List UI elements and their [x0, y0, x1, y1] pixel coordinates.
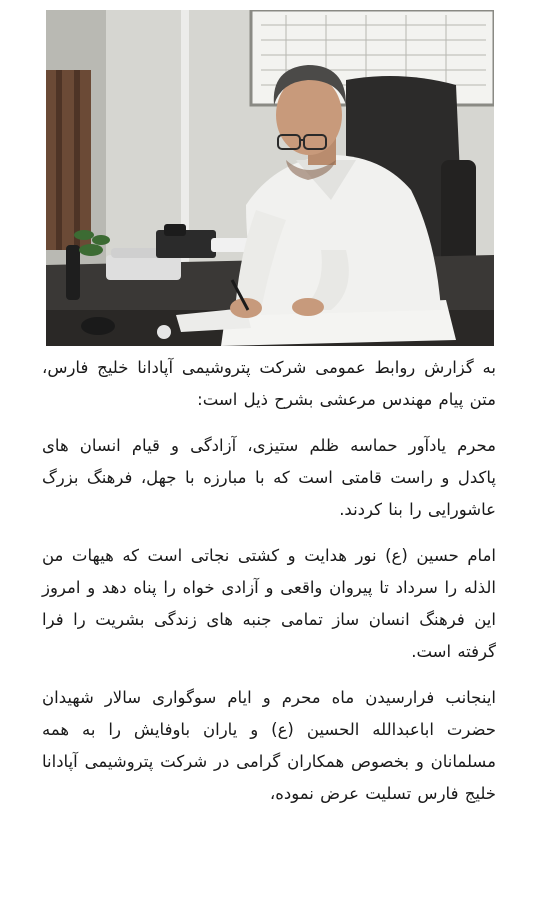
article-paragraph: محرم یادآور حماسه ظلم ستیزی، آزادگی و قیام انسان های پاکدل و راست قامتی است که با مبارزه با جهل، فرهنگ بزرگ عاشورایی را بنا کردند.: [42, 436, 496, 519]
article-body: [42, 352, 496, 810]
article-paragraph: به گزارش روابط عمومی شرکت پتروشیمی آپادانا خلیج فارس، متن پیام مهندس مرعشی بشرح ذیل است:: [42, 358, 496, 409]
article-paragraph: امام حسین (ع) نور هدایت و کشتی نجاتی است که هیهات من الذله را سرداد تا پیروان واقعی و آزادی خواه را پناه دهد و امروز این فرهنگ انسان ساز تمامی جنبه های زندگی بشریت را فرا گرفته است.: [42, 546, 496, 661]
article-paragraph: اینجانب فرارسیدن ماه محرم و ایام سوگواری سالار شهیدان حضرت اباعبدالله الحسین (ع) و یاران باوفایش را به همه مسلمانان و بخصوص همکاران گرامی در شرکت پتروشیمی آپادانا خلیج فارس تسلیت عرض نموده،: [42, 688, 496, 803]
article-photo: [46, 10, 494, 346]
